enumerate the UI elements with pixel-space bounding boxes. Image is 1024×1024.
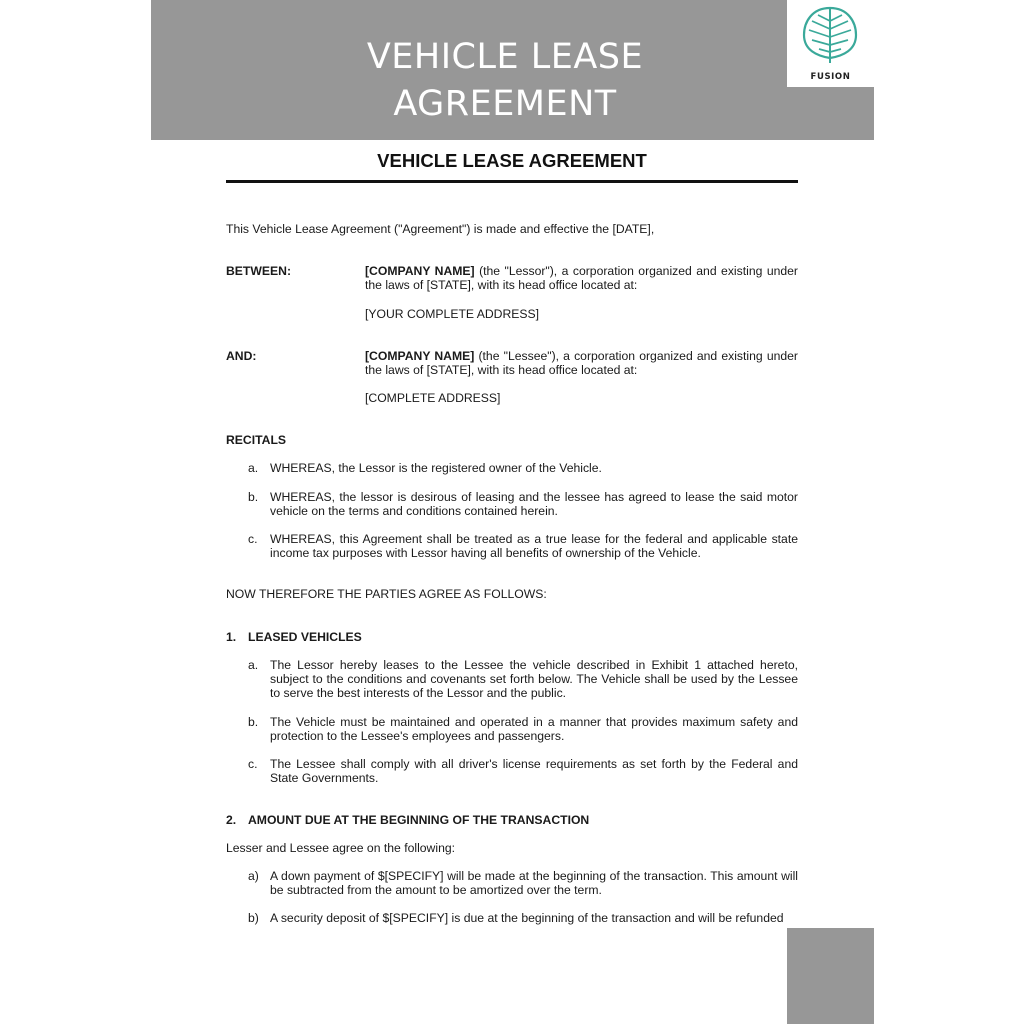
bottom-decor-block bbox=[787, 928, 874, 1024]
section-1-item: The Vehicle must be maintained and operated in a manner that provides maximum safety and protection to the Lessee's employees and passengers. bbox=[270, 715, 798, 743]
lessor-address: [YOUR COMPLETE ADDRESS] bbox=[365, 307, 540, 321]
banner-title-line-2: AGREEMENT bbox=[393, 84, 617, 124]
intro-paragraph: This Vehicle Lease Agreement ("Agreement") is made and effective the [DATE], bbox=[226, 222, 655, 236]
lessor-paragraph bbox=[365, 264, 798, 292]
brand-logo bbox=[787, 0, 874, 87]
list-marker: b. bbox=[248, 715, 259, 729]
section-2-item: A down payment of $[SPECIFY] will be made at the beginning of the transaction. This amount will be subtracted from the amount to be amortized over the term. bbox=[270, 869, 798, 897]
section-1-heading: LEASED VEHICLES bbox=[248, 630, 362, 644]
leaf-icon bbox=[801, 5, 859, 65]
list-marker: b) bbox=[248, 911, 259, 925]
list-marker: c. bbox=[248, 757, 258, 771]
lessor-text: (the "Lessor"), a corporation organized and existing under the laws of [STATE], with its head office located at: bbox=[365, 264, 798, 292]
banner-title-line-1: VEHICLE LEASE bbox=[366, 37, 644, 77]
recital-marker: c. bbox=[248, 532, 258, 546]
lessee-address: [COMPLETE ADDRESS] bbox=[365, 391, 501, 405]
section-2-heading: AMOUNT DUE AT THE BEGINNING OF THE TRANSACTION bbox=[248, 813, 590, 827]
now-therefore-paragraph: NOW THEREFORE THE PARTIES AGREE AS FOLLOWS: bbox=[226, 587, 547, 601]
title-divider bbox=[226, 180, 798, 183]
and-label: AND: bbox=[226, 349, 257, 363]
recital-marker: a. bbox=[248, 461, 259, 475]
list-marker: a) bbox=[248, 869, 259, 883]
section-2-intro: Lesser and Lessee agree on the following: bbox=[226, 841, 456, 855]
section-2-item: A security deposit of $[SPECIFY] is due at the beginning of the transaction and will be refunded bbox=[270, 911, 784, 925]
lessee-name: [COMPANY NAME] bbox=[365, 349, 475, 363]
banner-title bbox=[151, 34, 859, 128]
recital-item: WHEREAS, the Lessor is the registered owner of the Vehicle. bbox=[270, 461, 602, 475]
recital-item: WHEREAS, the lessor is desirous of leasing and the lessee has agreed to lease the said motor vehicle on the terms and conditions contained herein. bbox=[270, 490, 798, 518]
list-marker: a. bbox=[248, 658, 259, 672]
logo-text: FUSION bbox=[810, 72, 851, 82]
lessor-name: [COMPANY NAME] bbox=[365, 264, 475, 278]
lessee-paragraph bbox=[365, 349, 798, 377]
lessee-text: (the "Lessee"), a corporation organized and existing under the laws of [STATE], with its head office located at: bbox=[365, 349, 798, 377]
recital-marker: b. bbox=[248, 490, 259, 504]
recital-item: WHEREAS, this Agreement shall be treated as a true lease for the federal and applicable state income tax purposes with Lessor having all benefits of ownership of the Vehicle. bbox=[270, 532, 798, 560]
section-1-item: The Lessee shall comply with all driver's license requirements as set forth by the Federal and State Governments. bbox=[270, 757, 798, 785]
recitals-heading: RECITALS bbox=[226, 433, 287, 447]
section-1-number: 1. bbox=[226, 630, 237, 644]
section-1-item: The Lessor hereby leases to the Lessee the vehicle described in Exhibit 1 attached hereto, subject to the conditions and covenants set forth below. The Vehicle shall be used by the Lessee to serve the best interests of the Lessor and the public. bbox=[270, 658, 798, 700]
section-2-number: 2. bbox=[226, 813, 237, 827]
between-label: BETWEEN: bbox=[226, 264, 291, 278]
document-title: VEHICLE LEASE AGREEMENT bbox=[377, 150, 647, 171]
